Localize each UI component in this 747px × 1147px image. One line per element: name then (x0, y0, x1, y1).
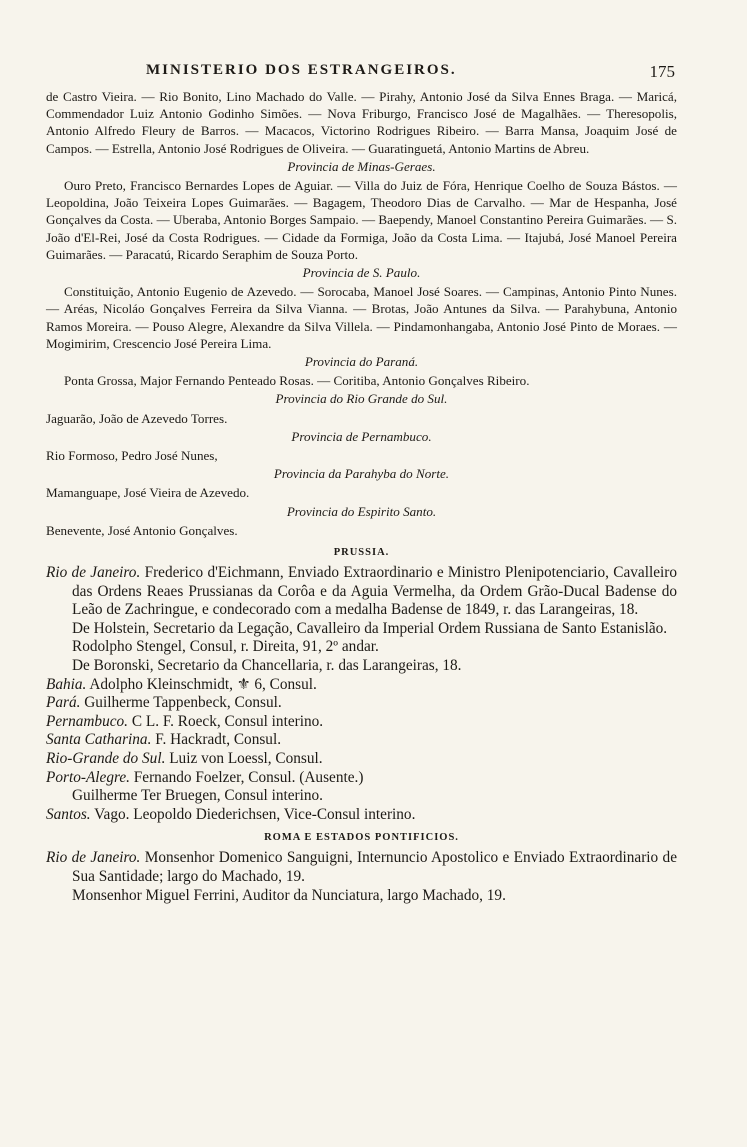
entry-place: Pará. (46, 694, 81, 712)
sao-paulo-agents: Constituição, Antonio Eugenio de Azevedo. — Sorocaba, Manoel José Soares. — Campinas, Antonio Pinto Nunes. — Aréas, Nicoláo Gonçalves Ferreira da Silva Vianna. — Brotas, João Antunes da Silva. — Parahybuna, Antonio Ramos Moreira. — Pouso Alegre, Alexandre da Silva Villela. — Pindamonhangaba, Antonio José Pinto de Moraes. — Mogimirim, Crescencio José Pereira Lima. (46, 284, 677, 351)
entry-place: Santa Catharina. (46, 731, 152, 749)
pernambuco-agents: Rio Formoso, Pedro José Nunes, (46, 448, 218, 464)
entry-text: C L. F. Roeck, Consul interino. (128, 712, 324, 730)
entry-text: Luiz von Loessl, Consul. (165, 750, 323, 768)
entry-text: Monsenhor Domenico Sanguigni, Internuncio Apostolico e Enviado Extraordinario de Sua Santidade; largo do Machado, 19. (72, 849, 677, 885)
parana-agents: Ponta Grossa, Major Fernando Penteado Rosas. — Coritiba, Antonio Gonçalves Ribeiro. (64, 373, 530, 389)
minas-geraes-agents: Ouro Preto, Francisco Bernardes Lopes de Aguiar. — Villa do Juiz de Fóra, Henrique Coelho de Souza Bástos. — Leopoldina, João Teixeira Lopes Guimarães. — Bagagem, Theodoro Dias de Carvalho. — Mar de Hespanha, José Gonçalves da Costa. — Uberaba, Antonio Borges Sampaio. — Baependy, Manoel Constantino Pereira Guimarães. — S. João d'El-Rei, José da Costa Rodrigues. — Cidade da Formiga, João da Costa Lima. — Itajubá, José Manoel Pereira Guimarães. — Paracatú, Ricardo Seraphim de Souza Porto. (46, 178, 677, 262)
entry-text: Fernando Foelzer, Consul. (Ausente.) (129, 768, 364, 786)
prussia-entry-santa-catharina (46, 731, 677, 750)
section-heading-prussia: PRUSSIA. (333, 547, 390, 559)
heading-espirito-santo: Provincia do Espirito Santo. (286, 503, 437, 519)
running-title: MINISTERIO DOS ESTRANGEIROS. (146, 62, 457, 78)
prussia-entry-bahia (46, 676, 677, 695)
page-number: 175 (649, 62, 675, 81)
prussia-entry-consul-rio: Rodolpho Stengel, Consul, r. Direita, 91, 2º andar. (72, 638, 379, 656)
entry-text: Guilherme Tappenbeck, Consul. (80, 694, 282, 712)
section-heading-roma: ROMA E ESTADOS PONTIFICIOS. (264, 832, 459, 844)
entry-text: Frederico d'Eichmann, Enviado Extraordinario e Ministro Plenipotenciario, Cavalleiro das Ordens Reaes Prussianas da Corôa e da Aguia Vermelha, da Ordem Grão-Ducal Badense do Leão de Zachringue, e condecorado com a medalha Badense de 1849, r. das Larangeiras, 18. (72, 564, 678, 619)
prussia-entry-porto-alegre-interim: Guilherme Ter Bruegen, Consul interino. (72, 787, 323, 805)
heading-parahyba-do-norte: Provincia da Parahyba do Norte. (273, 466, 450, 482)
page-header (46, 62, 677, 88)
heading-parana: Provincia do Paraná. (304, 354, 419, 370)
entry-place: Rio-Grande do Sul. (46, 750, 166, 768)
roma-section (46, 849, 677, 905)
roma-entry-internuncio (46, 849, 677, 886)
heading-pernambuco: Provincia de Pernambuco. (291, 428, 432, 444)
prussia-section (46, 564, 677, 824)
consular-agents-section (46, 88, 677, 539)
rio-de-janeiro-agents-continued: de Castro Vieira. — Rio Bonito, Lino Machado do Valle. — Pirahy, Antonio José da Silva Ennes Braga. — Maricá, Commendador Luiz Antonio Godinho Simões. — Nova Friburgo, Francisco José de Magalhães. — Theresopolis, Antonio Alfredo Fleury de Barros. — Macacos, Victorino Rodrigues Ribeiro. — Barra Mansa, Joaquim José de Campos. — Estrella, Antonio José Rodrigues de Oliveira. — Guaratinguetá, Antonio Martins de Abreu. (46, 89, 677, 156)
entry-place: Santos. (46, 805, 91, 823)
prussia-entry-rio-grande (46, 750, 677, 769)
entry-place: Bahia. (46, 675, 87, 693)
prussia-entry-chancellery: De Boronski, Secretario da Chancellaria, r. das Larangeiras, 18. (72, 657, 462, 675)
prussia-entry-pernambuco (46, 713, 677, 732)
prussia-entry-para (46, 694, 677, 713)
heading-minas-geraes: Provincia de Minas-Geraes. (287, 158, 436, 174)
rio-grande-agents: Jaguarão, João de Azevedo Torres. (46, 410, 228, 426)
entry-text: Vago. Leopoldo Diederichsen, Vice-Consul interino. (90, 805, 416, 823)
entry-place: Porto-Alegre. (46, 768, 130, 786)
prussia-entry-secretary: De Holstein, Secretario da Legação, Cavalleiro da Imperial Ordem Russiana de Santo Estanislão. (72, 619, 668, 637)
entry-place: Pernambuco. (46, 712, 128, 730)
prussia-entry-porto-alegre (46, 769, 677, 788)
entry-text: F. Hackradt, Consul. (151, 731, 282, 749)
heading-rio-grande-do-sul: Provincia do Rio Grande do Sul. (275, 391, 448, 407)
entry-place: Rio de Janeiro. (46, 849, 141, 867)
entry-text: Adolpho Kleinschmidt, ⚜ 6, Consul. (86, 675, 317, 693)
prussia-entry-santos (46, 806, 677, 825)
entry-place: Rio de Janeiro. (46, 564, 141, 582)
roma-entry-auditor: Monsenhor Miguel Ferrini, Auditor da Nunciatura, largo Machado, 19. (72, 886, 506, 904)
heading-sao-paulo: Provincia de S. Paulo. (302, 265, 421, 281)
parahyba-agents: Mamanguape, José Vieira de Azevedo. (46, 485, 250, 501)
espirito-santo-agents: Benevente, José Antonio Gonçalves. (46, 522, 238, 538)
prussia-entry-minister (46, 564, 677, 620)
